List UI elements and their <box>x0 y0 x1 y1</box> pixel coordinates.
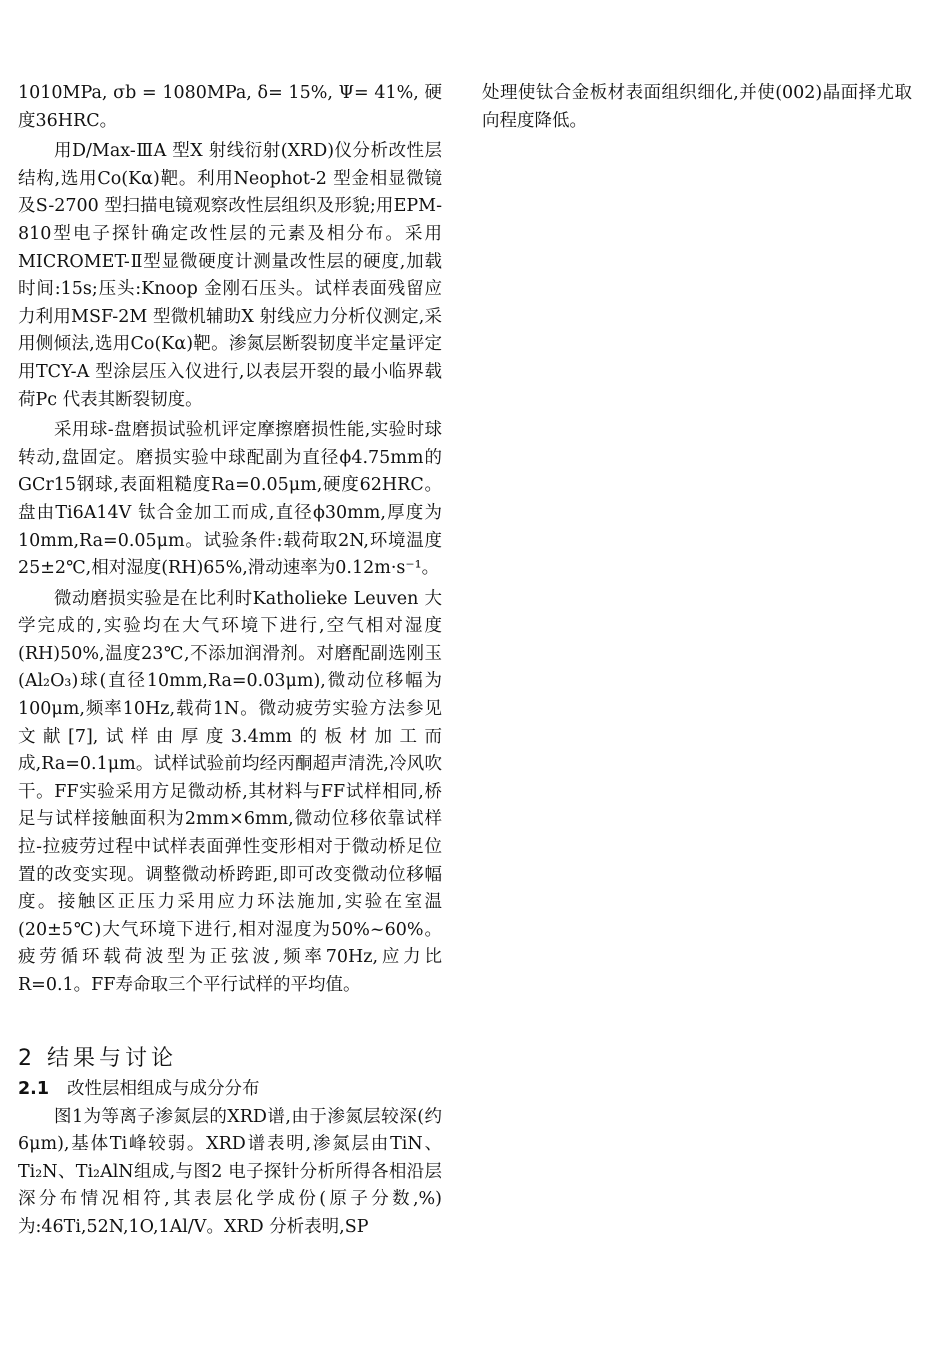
paragraph-fretting-test: 微动磨损实验是在比利时Katholieke Leuven 大学完成的,实验均在大气环境下进行,空气相对湿度(RH)50%,温度23℃,不添加润滑剂。对磨配副选刚玉(Al₂O₃)球(直径10mm,Ra=0.03μm),微动位移幅为100μm,频率10Hz,载荷1N。微动疲劳实验方法参见文献[7],试样由厚度3.4mm的板材加工而成,Ra=0.1μm。试样试验前均经丙酮超声清洗,冷风吹干。FF实验采用方足微动桥,其材料与FF试样相同,桥足与试样接触面积为2mm×6mm,微动位移依靠试样拉-拉疲劳过程中试样表面弹性变形相对于微动桥足位置的改变实现。调整微动桥跨距,即可改变微动位移幅度。接触区正压力采用应力环法施加,实验在室温(20±5℃)大气环境下进行,相对湿度为50%~60%。疲劳循环载荷波型为正弦波,频率70Hz,应力比R=0.1。FF寿命取三个平行试样的平均值。 <box>18 588 442 995</box>
paragraph-xrd-results: 图1为等离子渗氮层的XRD谱,由于渗氮层较深(约6μm),基体Ti峰较弱。XRD谱表明,渗氮层由TiN、Ti₂N、Ti₂AlN组成,与图2 电子探针分析所得各相沿层深分布情况相符,其表层化学成份(原子分数,%)为:46Ti,52N,1O,1Al/V。XRD 分析表明,SP <box>18 1106 442 1237</box>
section-heading: 2 结果与讨论 <box>18 1045 177 1071</box>
subsection-heading <box>18 1076 442 1102</box>
paragraph-analysis-methods: 用D/Max-ⅢA 型X 射线衍射(XRD)仪分析改性层结构,选用Co(Kα)靶。利用Neophot-2 型金相显微镜及S-2700 型扫描电镜观察改性层组织及形貌;用EPM-810型电子探针确定改性层的元素及相分布。采用MICROMET-Ⅱ型显微硬度计测量改性层的硬度,加载时间:15s;压头:Knoop 金刚石压头。试样表面残留应力利用MSF-2M 型微机辅助X 射线应力分析仪测定,采用侧倾法,选用Co(Kα)靶。渗氮层断裂韧度半定量评定用TCY-A 型涂层压入仪进行,以表层开裂的最小临界载荷Pc 代表其断裂韧度。 <box>18 141 442 410</box>
subsection-number: 2.1 <box>18 1078 50 1099</box>
paragraph-continued: 处理使钛合金板材表面组织细化,并使(002)晶面择尤取向程度降低。 <box>482 83 912 131</box>
paragraph-wear-test: 采用球-盘磨损试验机评定摩擦磨损性能,实验时球转动,盘固定。磨损实验中球配副为直径ϕ4.75mm的GCr15钢球,表面粗糙度Ra=0.05μm,硬度62HRC。盘由Ti6A14V 钛合金加工而成,直径ϕ30mm,厚度为10mm,Ra=0.05μm。试验条件:载荷取2N,环境温度25±2℃,相对湿度(RH)65%,滑动速率为0.12m·s⁻¹。 <box>18 420 442 579</box>
left-column <box>18 80 442 1245</box>
right-column <box>482 80 912 138</box>
paragraph-mechanical-properties: 1010MPa, σb = 1080MPa, δ= 15%, Ψ= 41%, 硬度36HRC。 <box>18 83 442 131</box>
subsection-title: 改性层相组成与成分分布 <box>67 1078 260 1099</box>
